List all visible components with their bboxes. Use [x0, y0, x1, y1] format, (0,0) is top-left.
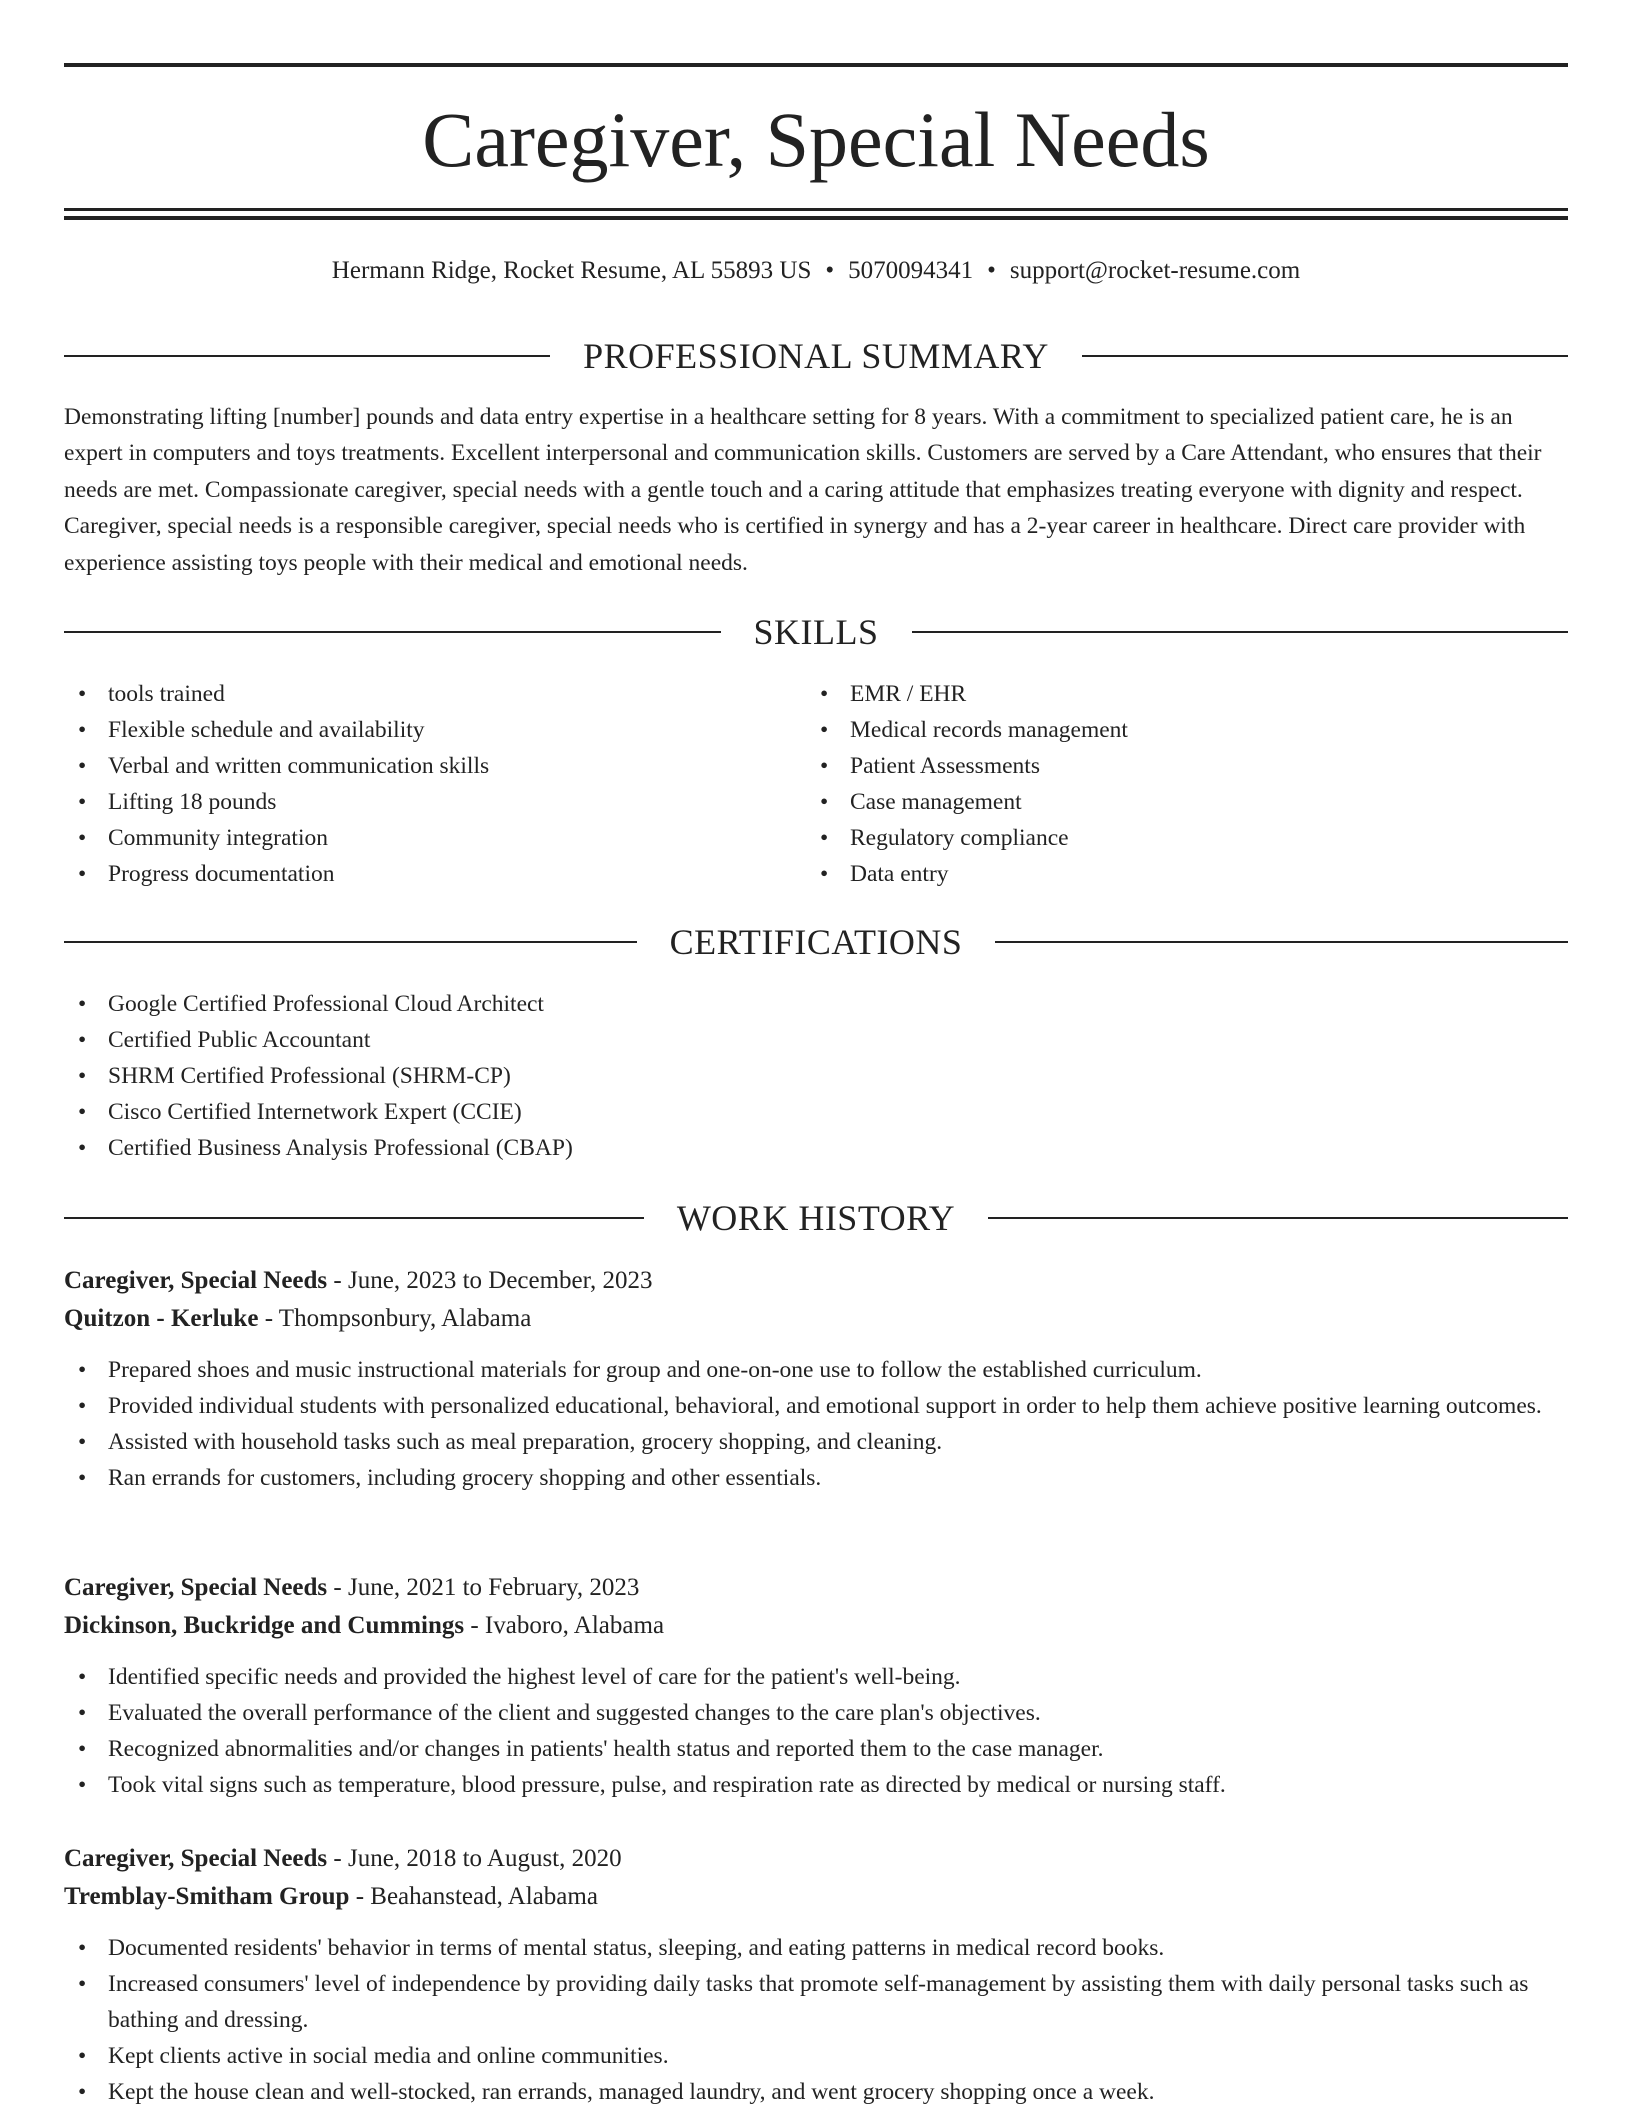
skill-item: • Case management	[820, 789, 1022, 815]
job-company: Tremblay-Smitham Group	[64, 1883, 350, 1910]
duty-item: • Recognized abnormalities and/or changes in patients' health status and reported them to the case manager.	[78, 1736, 1104, 1762]
duty-item: • Documented residents' behavior in terms of mental status, sleeping, and eating patterns in medical record books.	[78, 1935, 1165, 1961]
duty-item: • Assisted with household tasks such as meal preparation, grocery shopping, and cleaning.	[78, 1429, 943, 1455]
duty-item: • Ran errands for customers, including grocery shopping and other essentials.	[78, 1465, 822, 1491]
skill-item: • Community integration	[78, 825, 328, 851]
title-rule-upper	[64, 208, 1568, 211]
skill-item: • Verbal and written communication skills	[78, 753, 490, 779]
duty-item: • Increased consumers' level of independence by providing daily tasks that promote self-management by assisting them with daily personal tasks such as bathing and dressing.	[78, 1971, 1529, 2033]
contact-phone: 5070094341	[848, 257, 974, 284]
section-heading-summary	[64, 334, 1568, 378]
skill-item: • Lifting 18 pounds	[78, 789, 277, 815]
job-title-line	[64, 1840, 1568, 1878]
job-dates: - June, 2018 to August, 2020	[327, 1845, 622, 1872]
job-company: Dickinson, Buckridge and Cummings	[64, 1612, 465, 1639]
job-location: - Beahanstead, Alabama	[349, 1883, 598, 1910]
job-location: - Thompsonbury, Alabama	[258, 1305, 532, 1332]
skills-list-right	[806, 676, 1546, 892]
job-duties	[64, 1930, 1568, 2110]
certification-item: • Google Certified Professional Cloud Architect	[78, 991, 544, 1017]
job-title: Caregiver, Special Needs	[64, 1574, 328, 1601]
heading-label: SKILLS	[753, 612, 879, 652]
contact-address: Hermann Ridge, Rocket Resume, AL 55893 US	[331, 257, 812, 284]
heading-rule	[995, 941, 1568, 943]
duty-item: • Identified specific needs and provided the highest level of care for the patient's well-being.	[78, 1664, 961, 1690]
skill-item: • Medical records management	[820, 717, 1128, 743]
job-duties	[64, 1659, 1568, 1803]
skill-item: • Flexible schedule and availability	[78, 717, 425, 743]
skills-list-left	[64, 676, 804, 892]
contact-separator: •	[987, 257, 996, 284]
job-company: Quitzon - Kerluke	[64, 1305, 259, 1332]
job-entry	[64, 1262, 1568, 1496]
skill-item: • Patient Assessments	[820, 753, 1040, 779]
contact-line	[64, 254, 1568, 288]
job-title: Caregiver, Special Needs	[64, 1267, 328, 1294]
heading-rule	[912, 631, 1569, 633]
skill-item: • tools trained	[78, 681, 225, 707]
section-heading-work-history	[64, 1196, 1568, 1240]
skill-item: • EMR / EHR	[820, 681, 967, 707]
duty-item: • Kept clients active in social media and online communities.	[78, 2043, 669, 2069]
certifications-list	[64, 986, 1568, 1166]
certification-item: • Cisco Certified Internetwork Expert (CCIE)	[78, 1099, 522, 1125]
heading-rule	[64, 631, 721, 633]
job-company-line	[64, 1607, 1568, 1645]
duty-item: • Evaluated the overall performance of the client and suggested changes to the care plan's objectives.	[78, 1700, 1041, 1726]
title-rule-lower	[64, 216, 1568, 220]
contact-email: support@rocket-resume.com	[1009, 257, 1301, 284]
heading-rule	[1082, 355, 1568, 357]
job-company-line	[64, 1878, 1568, 1916]
skill-item: • Data entry	[820, 861, 949, 887]
heading-label: CERTIFICATIONS	[669, 922, 963, 962]
contact-separator: •	[825, 257, 835, 284]
heading-rule	[64, 941, 637, 943]
heading-rule	[64, 355, 550, 357]
duty-item: • Prepared shoes and music instructional materials for group and one-on-one use to follow the established curriculum.	[78, 1357, 1202, 1383]
job-company-line	[64, 1300, 1568, 1338]
top-rule	[64, 63, 1568, 67]
skill-item: • Regulatory compliance	[820, 825, 1069, 851]
job-location: - Ivaboro, Alabama	[464, 1612, 665, 1639]
job-title: Caregiver, Special Needs	[64, 1845, 328, 1872]
resume-title: Caregiver, Special Needs	[422, 96, 1210, 183]
duty-item: • Provided individual students with personalized educational, behavioral, and emotional support in order to help them achieve positive learning outcomes.	[78, 1393, 1542, 1419]
duty-item: • Took vital signs such as temperature, blood pressure, pulse, and respiration rate as directed by medical or nursing staff.	[78, 1772, 1226, 1798]
job-title-line	[64, 1262, 1568, 1300]
duty-item: • Kept the house clean and well-stocked, ran errands, managed laundry, and went grocery shopping once a week.	[78, 2079, 1155, 2105]
heading-rule	[988, 1217, 1568, 1219]
summary-text: Demonstrating lifting [number] pounds and data entry expertise in a healthcare setting for 8 years. With a commitment to specialized patient care, he is an expert in computers and toys treatments. Excellent interpersonal and communication skills. Customers are served by a Care Attendant, who ensures that their needs are met. Compassionate caregiver, special needs with a gentle touch and a caring attitude that emphasizes treating everyone with dignity and respect. Caregiver, special needs is a responsible caregiver, special needs who is certified in synergy and has a 2-year career in healthcare. Direct care provider with experience assisting toys people with their medical and emotional needs.	[64, 404, 1542, 576]
section-heading-skills	[64, 610, 1568, 654]
certification-item: • SHRM Certified Professional (SHRM-CP)	[78, 1063, 511, 1089]
heading-label: WORK HISTORY	[676, 1198, 956, 1238]
certification-item: • Certified Public Accountant	[78, 1027, 371, 1053]
job-entry	[64, 1840, 1568, 2110]
skill-item: • Progress documentation	[78, 861, 335, 887]
job-title-line	[64, 1569, 1568, 1607]
certification-item: • Certified Business Analysis Professional (CBAP)	[78, 1135, 573, 1161]
heading-rule	[64, 1217, 644, 1219]
job-dates: - June, 2021 to February, 2023	[327, 1574, 640, 1601]
heading-label: PROFESSIONAL SUMMARY	[583, 336, 1049, 376]
job-dates: - June, 2023 to December, 2023	[327, 1267, 653, 1294]
job-duties	[64, 1352, 1568, 1496]
job-entry	[64, 1569, 1568, 1803]
section-heading-certifications	[64, 920, 1568, 964]
